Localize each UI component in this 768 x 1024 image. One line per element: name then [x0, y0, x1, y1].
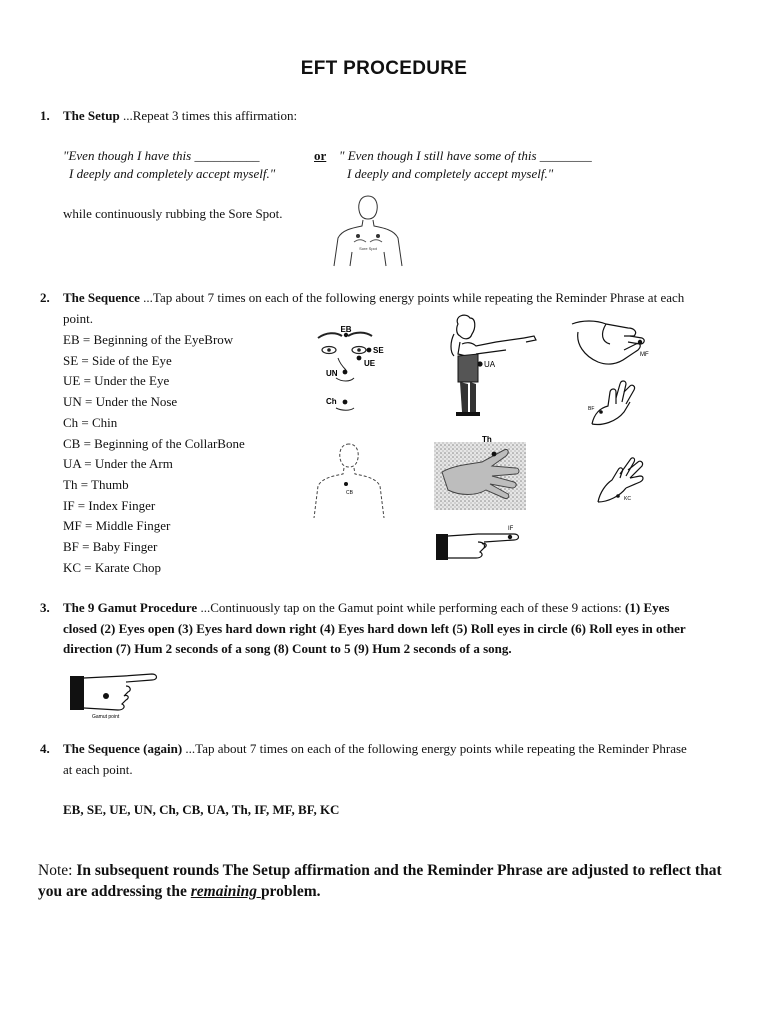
if-dot: [508, 535, 512, 539]
ue-label: UE: [364, 359, 376, 368]
list-item: IF = Index Finger: [63, 497, 156, 513]
ue-dot: [357, 356, 362, 361]
sore-spot-figure: [328, 190, 408, 270]
step-number: 2.: [40, 290, 50, 305]
cb-label: CB: [346, 490, 353, 496]
kc-dot: [616, 494, 620, 498]
se-label: SE: [373, 346, 384, 355]
cb-dot: [344, 482, 348, 486]
list-item: UN = Under the Nose: [63, 394, 178, 410]
sore-spot-right-dot: [376, 234, 380, 238]
step-text: ...Repeat 3 times this affirmation:: [122, 108, 298, 123]
list-item: Th = Thumb: [63, 476, 129, 492]
note-lead: Note:: [38, 862, 77, 879]
collarbone-figure: [306, 438, 392, 524]
affirmation-a-line2: I deeply and completely accept myself.": [69, 166, 276, 181]
thumb-hand-figure: [432, 432, 528, 512]
ch-dot: [343, 400, 348, 405]
note-bold-1: In subsequent rounds The Setup affirmation and the Reminder Phrase are adjusted to reflect that you are addressing the: [38, 862, 722, 900]
energy-points-list: [63, 330, 245, 578]
list-item: EB = Beginning of the EyeBrow: [63, 332, 234, 347]
th-dot: [492, 452, 497, 457]
note: [38, 860, 728, 902]
list-item: KC = Karate Chop: [63, 559, 161, 575]
face-points-figure: [312, 322, 412, 414]
middle-finger-hand-figure: [568, 316, 658, 372]
rubbing-instruction: while continuously rubbing the Sore Spot.: [63, 206, 283, 221]
eb-label: EB: [340, 325, 352, 334]
step-number: 4.: [40, 741, 50, 756]
ua-label: UA: [484, 360, 496, 369]
affirmation-b-line2: I deeply and completely accept myself.": [347, 166, 554, 181]
under-arm-figure: [436, 312, 548, 420]
baby-finger-hand-figure: [586, 378, 646, 430]
step-number: 3.: [40, 600, 50, 615]
step-4: [40, 739, 690, 780]
ch-label: Ch: [326, 397, 337, 406]
list-item: UE = Under the Eye: [63, 373, 170, 389]
sore-spot-left-dot: [356, 234, 360, 238]
list-item: Ch = Chin: [63, 414, 118, 430]
list-item: BF = Baby Finger: [63, 539, 158, 555]
note-remaining: remaining: [190, 883, 261, 900]
step-text: ...Tap about 7 times on each of the following energy points while repeating the Reminder Phrase at each point.: [63, 741, 687, 777]
affirmation-a-line1: "Even though I have this __________: [63, 148, 260, 163]
step-number: 1.: [40, 108, 50, 123]
index-finger-hand-figure: [434, 520, 526, 564]
step-heading: The Sequence: [63, 290, 140, 305]
step-heading: The Sequence (again): [63, 741, 183, 756]
gamut-actions: (1) Eyes closed (2) Eyes open (3) Eyes hard down right (4) Eyes hard down left (5) Roll eyes in circle (6) Roll eyes in other direction (7) Hum 2 seconds of a song (8) Count to 5 (9) Hum 2 seconds of a song.: [63, 600, 686, 656]
step-3: [40, 598, 690, 660]
step-heading: The Setup: [63, 108, 120, 123]
mf-dot: [638, 340, 642, 344]
affirmation-a: [63, 147, 275, 183]
ua-dot: [477, 361, 482, 366]
sore-spot-label: Sore Spot: [359, 246, 377, 251]
karate-chop-hand-figure: [590, 452, 650, 506]
mf-label: MF: [640, 352, 649, 358]
list-item: MF = Middle Finger: [63, 518, 171, 534]
page-title: EFT PROCEDURE: [300, 58, 468, 79]
sequence-list: EB, SE, UE, UN, Ch, CB, UA, Th, IF, MF, BF, KC: [63, 802, 340, 817]
th-label: Th: [482, 435, 492, 444]
bf-dot: [599, 410, 603, 414]
gamut-dot: [103, 693, 109, 699]
gamut-point-figure: [66, 668, 162, 724]
un-dot: [343, 370, 348, 375]
step-text: ...Tap about 7 times on each of the following energy points while repeating the Reminder Phrase at each point.: [63, 290, 685, 326]
step-1: [40, 106, 690, 127]
affirmation-b-line1: " Even though I still have some of this ________: [339, 148, 592, 163]
step-text: ...Continuously tap on the Gamut point while performing each of these 9 actions:: [200, 600, 622, 615]
kc-label: KC: [624, 496, 631, 502]
if-label: IF: [508, 526, 514, 532]
list-item: UA = Under the Arm: [63, 456, 173, 472]
step-heading: The 9 Gamut Procedure: [63, 600, 198, 615]
un-label: UN: [326, 369, 338, 378]
se-dot: [367, 348, 372, 353]
note-bold-2: problem.: [260, 883, 321, 900]
affirmation-b: [339, 147, 592, 183]
list-item: SE = Side of the Eye: [63, 352, 172, 368]
or-separator: or: [314, 148, 327, 163]
list-item: CB = Beginning of the CollarBone: [63, 435, 245, 451]
bf-label: BF: [588, 406, 595, 412]
gamut-label: Gamut point: [92, 714, 120, 720]
